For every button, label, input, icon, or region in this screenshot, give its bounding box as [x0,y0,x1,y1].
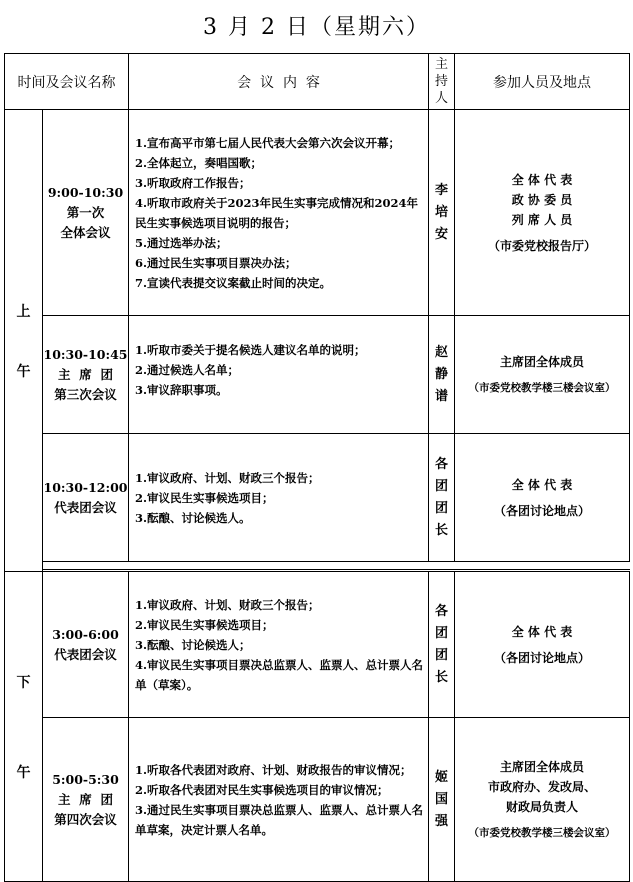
header-attendees: 参加人员及地点 [455,54,630,110]
meeting-attendees: 全 体 代 表 政 协 委 员 列 席 人 员 （市委党校报告厅） [455,110,630,316]
table-row [5,110,630,316]
table-row [5,718,630,882]
meeting-content: 1.听取市委关于提名候选人建议名单的说明； 2.通过候选人名单； 3.审议辞职事项。 [129,316,429,434]
meeting-content: 1.审议政府、计划、财政三个报告； 2.审议民生实事候选项目； 3.酝酿、讨论候选人。 [129,434,429,562]
table-row [5,434,630,562]
meeting-content: 1.审议政府、计划、财政三个报告； 2.审议民生实事候选项目； 3.酝酿、讨论候选人； 4.审议民生实事项目票决总监票人、监票人、总计票人名单（草案）。 [129,572,429,718]
header-content: 会 议 内 容 [129,54,429,110]
meeting-attendees: 全 体 代 表 （各团讨论地点） [455,434,630,562]
header-time: 时间及会议名称 [5,54,129,110]
meeting-name: 10:30-10:45 主 席 团 第三次会议 [43,316,129,434]
meeting-host: 姬 国 强 [429,718,455,882]
meeting-host: 各 团 团 长 [429,572,455,718]
meeting-host: 李 培 安 [429,110,455,316]
header-row [5,54,630,110]
table-row [5,316,630,434]
meeting-host: 赵 静 谱 [429,316,455,434]
meeting-name: 5:00-5:30 主 席 团 第四次会议 [43,718,129,882]
meeting-attendees: 全 体 代 表 （各团讨论地点） [455,572,630,718]
section-gap [5,562,630,570]
period-morning: 上 午 [5,110,43,572]
meeting-name: 10:30-12:00 代表团会议 [43,434,129,562]
page-title: 3 月 2 日（星期六） [203,15,430,40]
meeting-host: 各 团 团 长 [429,434,455,562]
meeting-content: 1.听取各代表团对政府、计划、财政报告的审议情况； 2.听取各代表团对民生实事候选项目的审议情况； 3.通过民生实事项目票决总监票人、监票人、总计票人名单草案，决定计票人名单。 [129,718,429,882]
meeting-name: 9:00-10:30 第一次 全体会议 [43,110,129,316]
meeting-name: 3:00-6:00 代表团会议 [43,572,129,718]
meeting-attendees: 主席团全体成员 市政府办、发改局、 财政局负责人 （市委党校教学楼三楼会议室） [455,718,630,882]
table-row [5,572,630,718]
meeting-attendees: 主席团全体成员 （市委党校教学楼三楼会议室） [455,316,630,434]
period-afternoon: 下 午 [5,572,43,882]
header-host: 主 持 人 [429,54,455,110]
schedule-table [4,53,630,882]
meeting-content: 1.宣布高平市第七届人民代表大会第六次会议开幕； 2.全体起立，奏唱国歌； 3.听取政府工作报告； 4.听取市政府关于2023年民生实事完成情况和2024年民生实事候选项目说明的报告； 5.通过选举办法； 6.通过民生实事项目票决办法； 7.宣读代表提交议案截止时间的决定。 [129,110,429,316]
